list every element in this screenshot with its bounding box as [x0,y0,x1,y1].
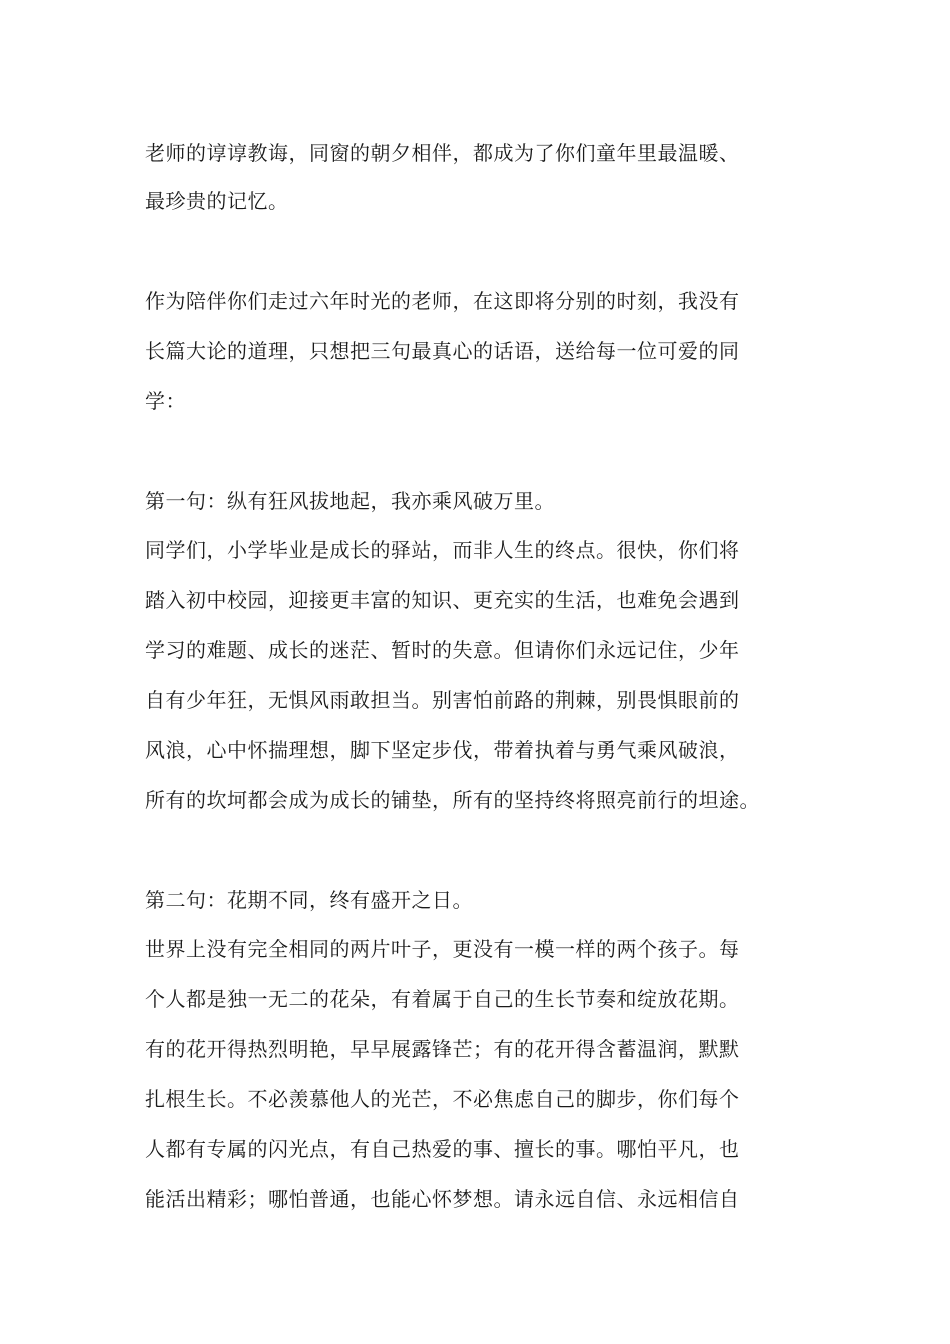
paragraph-line: 同学们，小学毕业是成长的驿站，而非人生的终点。很快，你们将 [145,538,740,562]
paragraph-line: 能活出精彩；哪怕普通，也能心怀梦想。请永远自信、永远相信自 [145,1187,740,1211]
section-heading-2: 第二句：花期不同，终有盛开之日。 [145,888,473,912]
paragraph-line: 学习的难题、成长的迷茫、暂时的失意。但请你们永远记住，少年 [145,638,740,662]
paragraph-line: 长篇大论的道理，只想把三句最真心的话语，送给每一位可爱的同 [145,339,740,363]
paragraph-line: 所有的坎坷都会成为成长的铺垫，所有的坚持终将照亮前行的坦途。 [145,788,760,812]
paragraph-line: 作为陪伴你们走过六年时光的老师，在这即将分别的时刻，我没有 [145,289,740,313]
section-heading-1: 第一句：纵有狂风拔地起，我亦乘风破万里。 [145,489,555,513]
paragraph-line: 有的花开得热烈明艳，早早展露锋芒；有的花开得含蓄温润，默默 [145,1037,740,1061]
paragraph-line: 老师的谆谆教诲，同窗的朝夕相伴，都成为了你们童年里最温暖、 [145,141,740,165]
paragraph-line: 扎根生长。不必羡慕他人的光芒，不必焦虑自己的脚步，你们每个 [145,1087,740,1111]
paragraph-line: 自有少年狂，无惧风雨敢担当。别害怕前路的荆棘，别畏惧眼前的 [145,688,740,712]
paragraph-line: 踏入初中校园，迎接更丰富的知识、更充实的生活，也难免会遇到 [145,588,740,612]
paragraph-line: 学： [145,389,186,413]
paragraph-line: 世界上没有完全相同的两片叶子，更没有一模一样的两个孩子。每 [145,937,740,961]
paragraph-line: 个人都是独一无二的花朵，有着属于自己的生长节奏和绽放花期。 [145,987,740,1011]
paragraph-line: 人都有专属的闪光点，有自己热爱的事、擅长的事。哪怕平凡，也 [145,1137,740,1161]
paragraph-line: 风浪，心中怀揣理想，脚下坚定步伐，带着执着与勇气乘风破浪， [145,738,740,762]
paragraph-line: 最珍贵的记忆。 [145,189,289,213]
